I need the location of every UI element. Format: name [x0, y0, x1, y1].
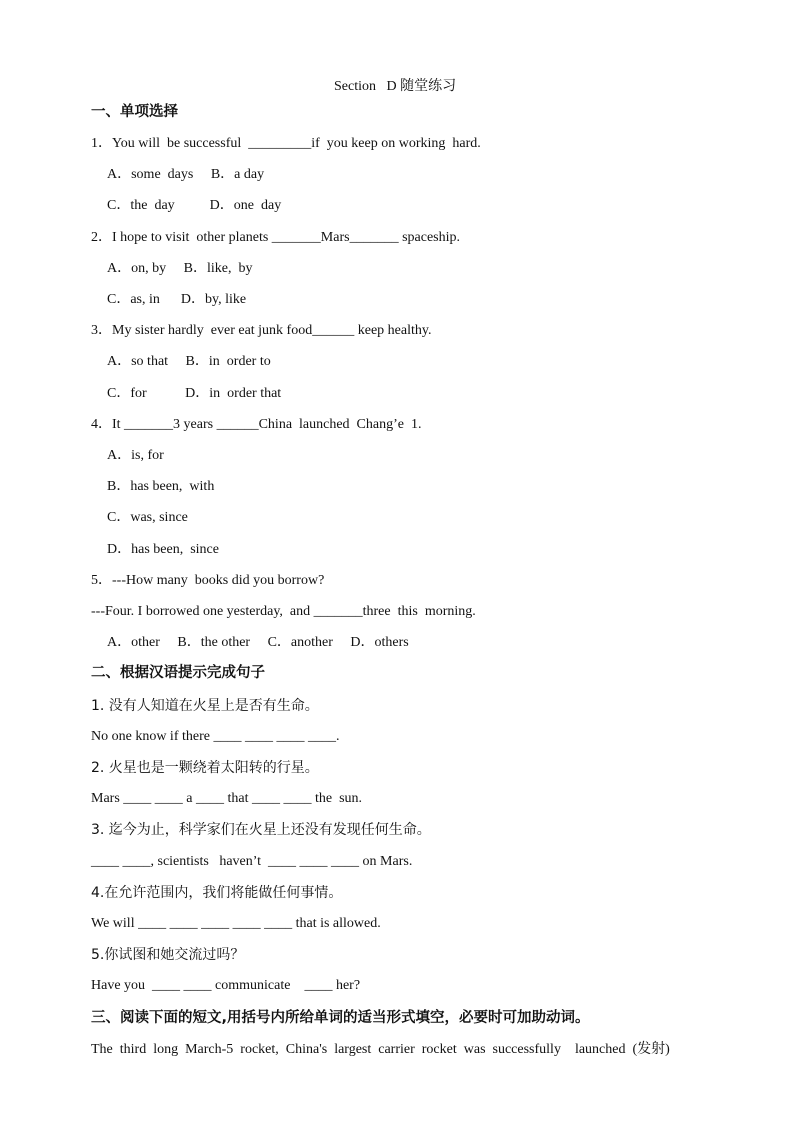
q3-options-cd: C．for D．in order that: [107, 386, 282, 401]
s2-item5-english: Have you ____ ____ communicate ____ her?: [91, 978, 361, 993]
q2-options-ab: A．on, by B．like, by: [107, 261, 253, 276]
page-title: Section D 随堂练习: [334, 79, 457, 94]
s2-item4-english: We will ____ ____ ____ ____ ____ that is allowed.: [91, 916, 381, 931]
q1-options-ab: A．some days B．a day: [107, 167, 265, 182]
s2-item3-chinese: 3. 迄今为止，科学家们在火星上还没有发现任何生命。: [91, 822, 431, 838]
q5-stem: 5．---How many books did you borrow?: [91, 573, 325, 588]
q4-stem: 4．It _______3 years ______China launched Chang’e 1.: [91, 417, 422, 432]
s3-passage-line1: The third long March-5 rocket, China's largest carrier rocket was successfully launched (发射): [91, 1042, 670, 1057]
s2-item5-chinese: 5.你试图和她交流过吗？: [91, 947, 245, 963]
s2-item4-chinese: 4.在允许范围内，我们将能做任何事情。: [91, 885, 343, 901]
s2-item2-chinese: 2. 火星也是一颗绕着太阳转的行星。: [91, 760, 319, 776]
s2-item1-chinese: 1. 没有人知道在火星上是否有生命。: [91, 698, 319, 714]
q3-stem: 3．My sister hardly ever eat junk food______ keep healthy.: [91, 323, 432, 338]
q3-options-ab: A．so that B．in order to: [107, 354, 271, 369]
s2-item1-english: No one know if there ____ ____ ____ ____.: [91, 729, 340, 744]
q1-options-cd: C．the day D．one day: [107, 198, 282, 213]
q2-options-cd: C．as, in D．by, like: [107, 292, 247, 307]
section2-heading: 二、根据汉语提示完成句子: [91, 665, 265, 681]
q5-options: A．other B．the other C．another D．others: [107, 635, 409, 650]
q4-option-a: A．is, for: [107, 448, 164, 463]
q1-stem: 1．You will be successful _________if you keep on working hard.: [91, 136, 481, 151]
q4-option-b: B．has been, with: [107, 479, 215, 494]
section3-heading: 三、阅读下面的短文,用括号内所给单词的适当形式填空，必要时可加助动词。: [91, 1010, 590, 1026]
q5-line2: ---Four. I borrowed one yesterday, and _______three this morning.: [91, 604, 476, 619]
s2-item3-english: ____ ____, scientists haven’t ____ ____ ____ on Mars.: [91, 854, 413, 869]
section1-heading: 一、单项选择: [91, 104, 178, 120]
q4-option-c: C．was, since: [107, 510, 188, 525]
s2-item2-english: Mars ____ ____ a ____ that ____ ____ the sun.: [91, 791, 363, 806]
q2-stem: 2．I hope to visit other planets _______Mars_______ spaceship.: [91, 230, 461, 245]
q4-option-d: D．has been, since: [107, 542, 219, 557]
